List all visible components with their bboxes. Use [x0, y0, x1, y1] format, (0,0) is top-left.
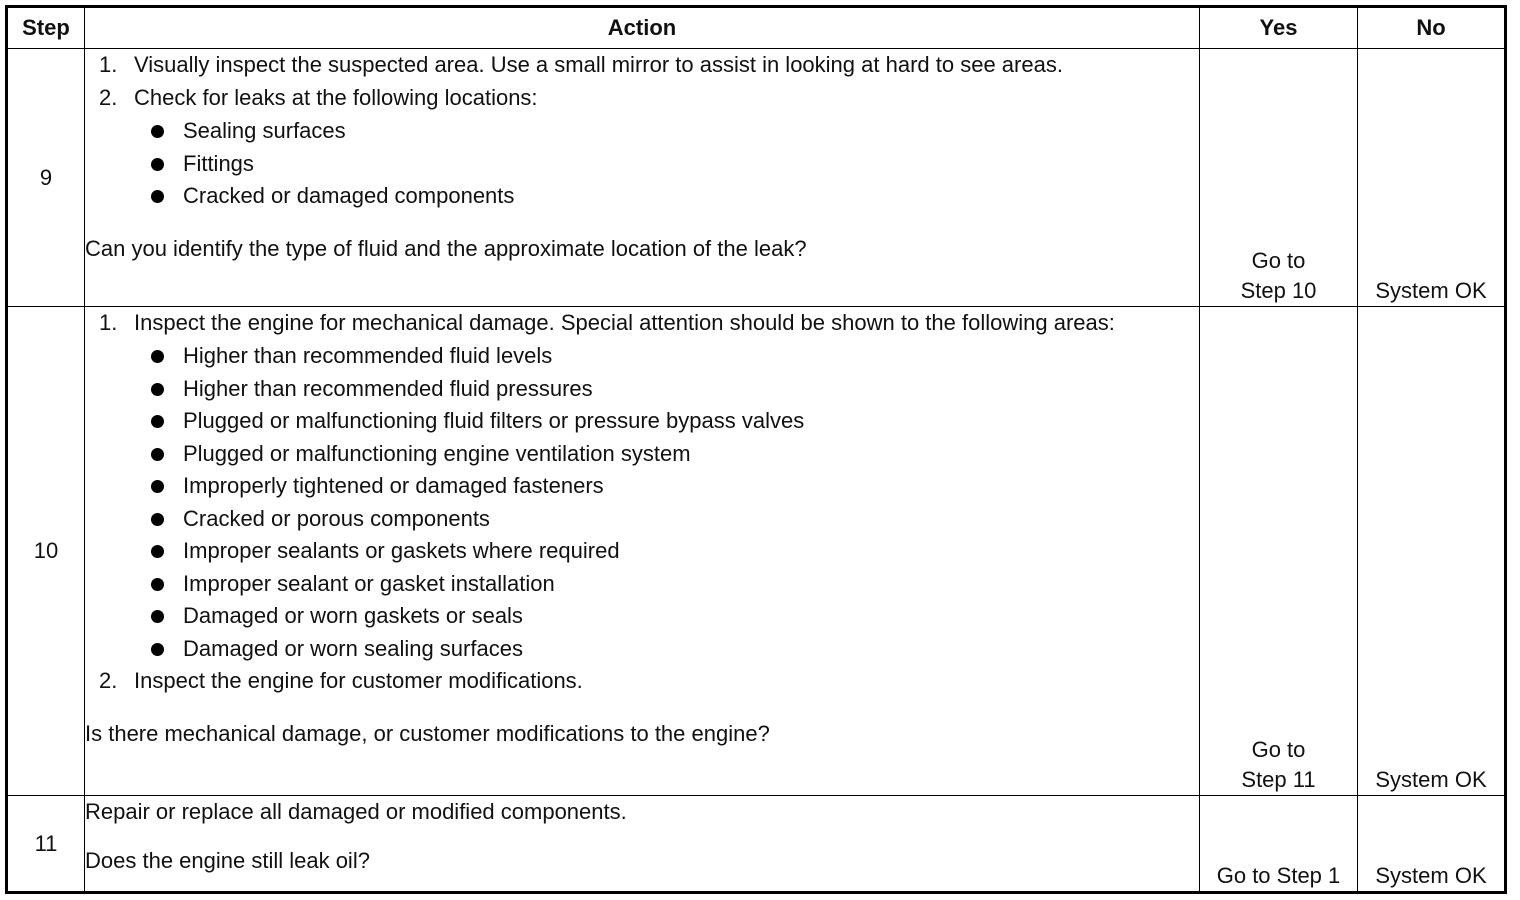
step-number: 10: [7, 307, 85, 796]
diagnostic-table: [5, 5, 1507, 894]
no-cell: System OK: [1358, 796, 1506, 893]
bullet-item: Higher than recommended fluid levels: [134, 340, 1199, 373]
item-number: 2.: [99, 85, 118, 110]
item-number: 2.: [99, 668, 118, 693]
yes-text-line2: Step 10: [1240, 278, 1317, 303]
header-step: Step: [7, 7, 85, 49]
yes-cell: [1200, 307, 1358, 796]
action-cell: [85, 307, 1200, 796]
bullet-item: Plugged or malfunctioning engine ventilation system: [134, 438, 1199, 471]
bullet-item: Improperly tightened or damaged fasteners: [134, 470, 1199, 503]
bullet-list: [134, 340, 1199, 665]
bullet-item: Cracked or porous components: [134, 503, 1199, 536]
bullet-item: Improper sealants or gaskets where required: [134, 535, 1199, 568]
numbered-item: [85, 665, 1199, 698]
header-no: No: [1358, 7, 1506, 49]
no-cell: System OK: [1358, 49, 1506, 307]
header-row: [7, 7, 1506, 49]
item-number: 1.: [99, 310, 118, 335]
bullet-item: Improper sealant or gasket installation: [134, 568, 1199, 601]
question-text: Can you identify the type of fluid and the approximate location of the leak?: [85, 235, 807, 261]
bullet-item: Damaged or worn gaskets or seals: [134, 600, 1199, 633]
step-number: 9: [7, 49, 85, 307]
action-cell: [85, 49, 1200, 307]
no-cell: System OK: [1358, 307, 1506, 796]
bullet-item: Damaged or worn sealing surfaces: [134, 633, 1199, 666]
table-row: [7, 307, 1506, 796]
header-yes: Yes: [1200, 7, 1358, 49]
numbered-item: [85, 49, 1199, 82]
bullet-list: [134, 115, 1199, 213]
action-text: Repair or replace all damaged or modified components.: [85, 799, 627, 824]
yes-text-line1: Go to: [1251, 248, 1306, 273]
bullet-item: Fittings: [134, 148, 1199, 181]
numbered-item: [85, 307, 1199, 665]
bullet-item: Plugged or malfunctioning fluid filters or pressure bypass valves: [134, 405, 1199, 438]
item-number: 1.: [99, 52, 118, 77]
header-action: Action: [85, 7, 1200, 49]
yes-text-line1: Go to: [1251, 737, 1306, 762]
action-cell: [85, 796, 1200, 893]
step-number: 11: [7, 796, 85, 893]
item-text: Inspect the engine for customer modifications.: [134, 668, 583, 693]
item-text: Inspect the engine for mechanical damage. Special attention should be shown to the following areas:: [134, 310, 1115, 335]
yes-cell: [1200, 49, 1358, 307]
numbered-item: [85, 82, 1199, 213]
bullet-item: Sealing surfaces: [134, 115, 1199, 148]
yes-text-line2: Step 11: [1241, 767, 1316, 792]
item-text: Check for leaks at the following locations:: [134, 85, 538, 110]
bullet-item: Cracked or damaged components: [134, 180, 1199, 213]
yes-cell: Go to Step 1: [1200, 796, 1358, 893]
item-text: Visually inspect the suspected area. Use a small mirror to assist in looking at hard to see areas.: [134, 52, 1063, 77]
table-row: [7, 49, 1506, 307]
table-row: [7, 796, 1506, 893]
bullet-item: Higher than recommended fluid pressures: [134, 373, 1199, 406]
question-text: Does the engine still leak oil?: [85, 847, 370, 873]
question-text: Is there mechanical damage, or customer modifications to the engine?: [85, 721, 770, 746]
